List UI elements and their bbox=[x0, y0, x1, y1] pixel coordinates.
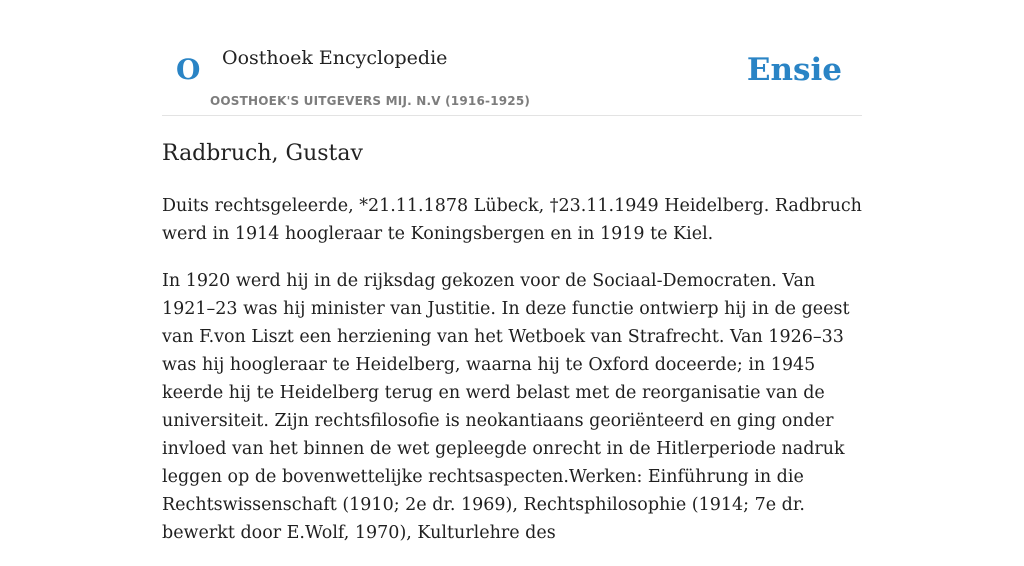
article-body bbox=[162, 192, 862, 566]
site-title-link[interactable]: Oosthoek Encyclopedie bbox=[222, 47, 448, 69]
ensie-logo-link[interactable]: Ensie bbox=[746, 52, 842, 88]
page-container bbox=[162, 0, 862, 543]
site-header bbox=[162, 0, 862, 116]
publisher-label: OOSTHOEK'S UITGEVERS MIJ. N.V (1916-1925) bbox=[210, 94, 531, 108]
article-paragraph: Duits rechtsgeleerde, *21.11.1878 Lübeck, †23.11.1949 Heidelberg. Radbruch werd in 1914 hoogleraar te Koningsbergen en in 1919 te Kiel. bbox=[162, 196, 862, 244]
encyclopedia-logo[interactable]: O bbox=[176, 53, 201, 86]
article-paragraph: In 1920 werd hij in de rijksdag gekozen voor de Sociaal-Democraten. Van 1921–23 was hij minister van Justitie. In deze functie ontwierp hij in de geest van F.von Liszt een herziening van het Wetboek van Strafrecht. Van 1926–33 was hij hoogleraar te Heidelberg, waarna hij te Oxford doceerde; in 1945 keerde hij te Heidelberg terug en werd belast met de reorganisatie van de universiteit. Zijn rechtsfilosofie is neokantiaans georiënteerd en ging onder invloed van het binnen de wet gepleegde onrecht in de Hitlerperiode nadruk leggen op de bovenwettelijke rechtsaspecten.Werken: Einführung in die Rechtswissenschaft (1910; 2e dr. 1969), Rechtsphilosophie (1914; 7e dr. bewerkt door E.Wolf, 1970), Kulturlehre des bbox=[162, 271, 850, 543]
article-title: Radbruch, Gustav bbox=[162, 141, 363, 166]
